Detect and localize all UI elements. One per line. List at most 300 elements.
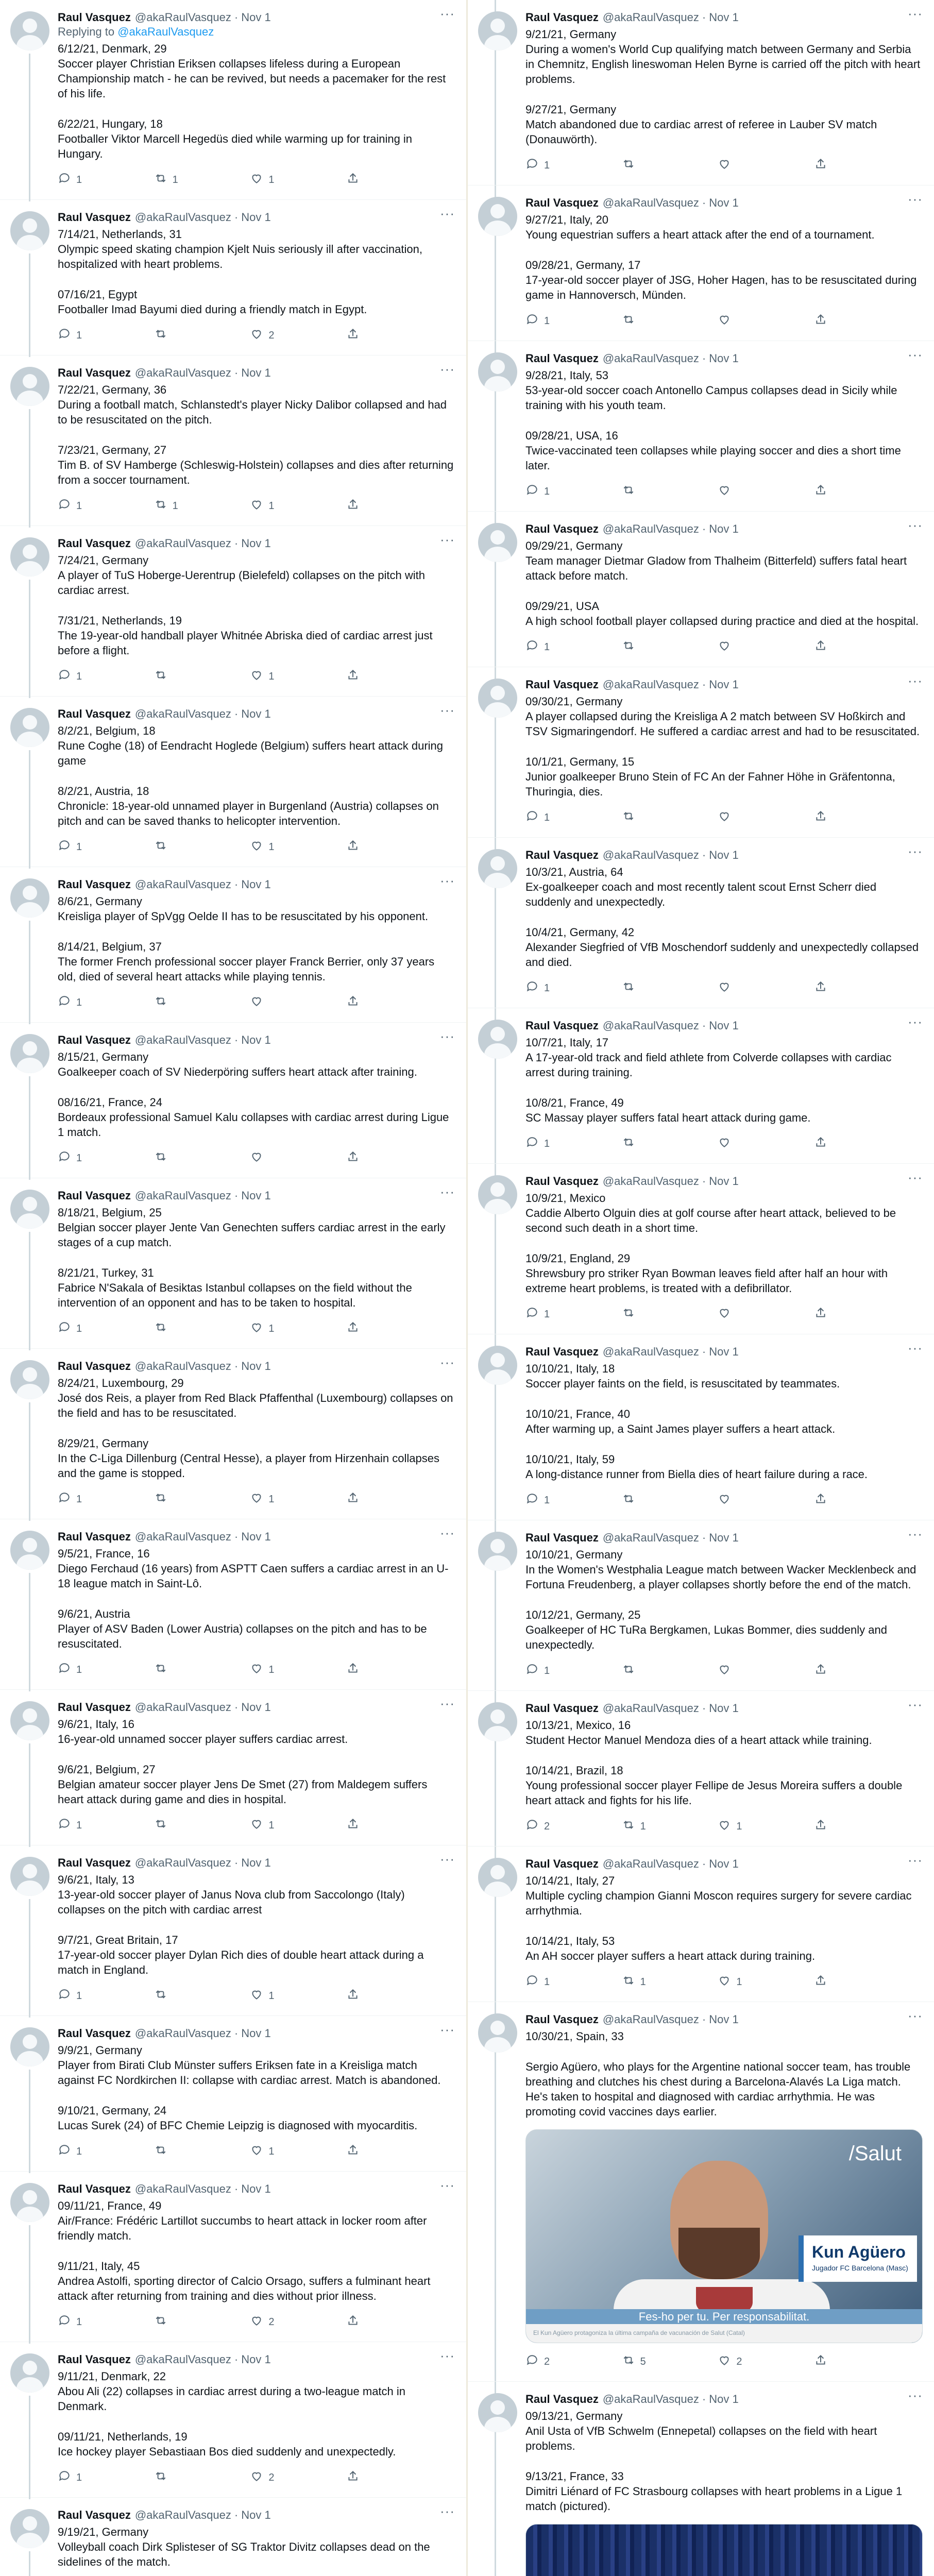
author-handle[interactable]: @akaRaulVasquez [602,1857,699,1870]
like-button[interactable] [718,1818,759,1835]
share-button[interactable] [814,1974,855,1990]
more-options-icon[interactable]: ··· [440,361,455,377]
like-button[interactable] [718,1136,759,1152]
more-options-icon[interactable]: ··· [440,1028,455,1044]
tweet-timestamp[interactable]: Nov 1 [709,11,739,24]
tweet-timestamp[interactable]: Nov 1 [709,849,739,861]
tweet[interactable] [0,867,466,1023]
reply-button[interactable] [58,839,99,855]
more-options-icon[interactable]: ··· [440,702,455,718]
tweet[interactable] [468,838,934,1008]
like-button[interactable] [250,1150,291,1166]
tweet[interactable] [468,2382,934,2576]
author-name[interactable]: Raul Vasquez [58,1701,131,1714]
reply-button[interactable] [58,2314,99,2330]
reply-button[interactable] [525,157,567,174]
avatar[interactable] [478,11,517,50]
tweet[interactable] [468,185,934,341]
reply-button[interactable] [58,668,99,685]
reply-button[interactable] [58,172,99,188]
tweet[interactable] [0,1845,466,2016]
retweet-button[interactable] [622,1136,663,1152]
reply-button[interactable] [58,2469,99,2486]
retweet-button[interactable] [622,1306,663,1323]
thread-line [29,1402,30,1521]
share-button[interactable] [346,2143,387,2160]
share-button[interactable] [346,1150,387,1166]
tweet[interactable] [468,512,934,667]
like-icon [250,1817,263,1834]
tweet-timestamp[interactable]: Nov 1 [709,352,739,365]
share-button[interactable] [814,157,855,174]
avatar[interactable] [10,878,49,918]
author-handle[interactable]: @akaRaulVasquez [134,537,231,550]
more-options-icon[interactable]: ··· [440,1184,455,1199]
avatar[interactable] [478,1858,517,1897]
more-options-icon[interactable]: ··· [440,2177,455,2193]
author-name[interactable]: Raul Vasquez [58,2182,131,2195]
share-button[interactable] [346,2314,387,2330]
author-name[interactable]: Raul Vasquez [58,1189,131,1202]
more-options-icon[interactable]: ··· [908,2008,923,2023]
more-options-icon[interactable]: ··· [440,206,455,221]
reply-button[interactable] [58,1150,99,1166]
avatar[interactable] [478,2013,517,2053]
tweet[interactable] [0,355,466,526]
like-button[interactable] [718,2353,759,2370]
tweet[interactable] [468,2002,934,2382]
author-handle[interactable]: @akaRaulVasquez [134,1530,231,1543]
avatar[interactable] [478,2393,517,2432]
tweet[interactable] [0,697,466,867]
more-options-icon[interactable]: ··· [440,1696,455,1711]
retweet-button[interactable] [154,2314,195,2330]
author-name[interactable]: Raul Vasquez [525,1345,599,1358]
author-name[interactable]: Raul Vasquez [525,522,599,535]
more-options-icon[interactable]: ··· [908,347,923,362]
share-button[interactable] [814,1818,855,1835]
reply-button[interactable] [525,1492,567,1509]
share-button[interactable] [346,1988,387,2004]
reply-button[interactable] [525,980,567,996]
more-options-icon[interactable]: ··· [440,532,455,547]
avatar[interactable] [478,1175,517,1214]
share-button[interactable] [346,839,387,855]
retweet-button[interactable] [154,1150,195,1166]
tweet-timestamp[interactable]: Nov 1 [241,11,271,24]
more-options-icon[interactable]: ··· [440,873,455,888]
author-handle[interactable]: @akaRaulVasquez [602,522,699,535]
tweet-image[interactable] [525,2129,923,2343]
author-handle[interactable]: @akaRaulVasquez [134,2509,231,2521]
author-handle[interactable]: @akaRaulVasquez [602,1345,699,1358]
retweet-button[interactable] [154,994,195,1011]
reply-button[interactable] [58,2143,99,2160]
author-handle[interactable]: @akaRaulVasquez [134,1033,231,1046]
retweet-button[interactable] [622,157,663,174]
tweet-timestamp[interactable]: Nov 1 [241,1530,271,1543]
like-button[interactable] [718,1492,759,1509]
author-handle[interactable]: @akaRaulVasquez [602,352,699,365]
tweet-timestamp[interactable]: Nov 1 [241,2182,271,2195]
tweet[interactable] [0,1690,466,1845]
retweet-button[interactable] [154,668,195,685]
tweet[interactable] [468,0,934,185]
author-handle[interactable]: @akaRaulVasquez [602,1531,699,1544]
tweet-timestamp[interactable]: Nov 1 [241,211,271,224]
more-options-icon[interactable]: ··· [440,1525,455,1540]
reply-button[interactable] [525,1974,567,1990]
tweet-timestamp[interactable]: Nov 1 [241,2509,271,2521]
reply-button[interactable] [58,1817,99,1834]
tweet[interactable] [0,2016,466,2172]
tweet[interactable] [0,1349,466,1519]
retweet-button[interactable] [622,980,663,996]
author-name[interactable]: Raul Vasquez [525,352,599,365]
retweet-button[interactable] [154,2143,195,2160]
tweet-timestamp[interactable]: Nov 1 [241,707,271,720]
like-button[interactable] [250,1662,291,1678]
author-name[interactable]: Raul Vasquez [58,2509,131,2521]
retweet-button[interactable] [154,498,195,514]
tweet-timestamp[interactable]: Nov 1 [709,1345,739,1358]
like-button[interactable] [718,1306,759,1323]
share-button[interactable] [346,668,387,685]
retweet-button[interactable] [622,313,663,329]
tweet[interactable] [468,1520,934,1691]
share-button[interactable] [814,980,855,996]
retweet-button[interactable] [622,2353,663,2370]
avatar[interactable] [10,1360,49,1399]
like-button[interactable] [718,483,759,500]
tweet-timestamp[interactable]: Nov 1 [241,1360,271,1372]
reply-button[interactable] [525,2353,567,2370]
share-button[interactable] [814,809,855,826]
author-name[interactable]: Raul Vasquez [58,11,131,24]
more-options-icon[interactable]: ··· [440,2348,455,2363]
more-options-icon[interactable]: ··· [440,2503,455,2519]
author-handle[interactable]: @akaRaulVasquez [602,1175,699,1188]
more-options-icon[interactable]: ··· [440,1354,455,1370]
avatar[interactable] [478,1532,517,1571]
avatar[interactable] [10,1531,49,1570]
like-button[interactable] [718,1663,759,1679]
more-options-icon[interactable]: ··· [908,1526,923,1541]
avatar[interactable] [478,197,517,236]
author-handle[interactable]: @akaRaulVasquez [134,1701,231,1714]
tweet-timestamp[interactable]: Nov 1 [241,366,271,379]
retweet-button[interactable] [622,1663,663,1679]
more-options-icon[interactable]: ··· [440,2022,455,2037]
author-name[interactable]: Raul Vasquez [525,678,599,691]
avatar[interactable] [10,211,49,250]
like-button[interactable] [250,1988,291,2004]
author-handle[interactable]: @akaRaulVasquez [602,11,699,24]
reply-button[interactable] [58,327,99,344]
tweet[interactable] [468,341,934,512]
retweet-button[interactable] [622,1974,663,1990]
share-button[interactable] [346,1662,387,1678]
author-handle[interactable]: @akaRaulVasquez [602,1019,699,1032]
reply-button[interactable] [58,1320,99,1337]
reply-button[interactable] [525,483,567,500]
reply-button[interactable] [58,1988,99,2004]
tweet-header [525,6,923,25]
author-name[interactable]: Raul Vasquez [58,2027,131,2040]
tweet-timestamp[interactable]: Nov 1 [241,2027,271,2040]
avatar[interactable] [478,679,517,718]
author-name[interactable]: Raul Vasquez [58,2353,131,2366]
retweet-button[interactable] [622,1492,663,1509]
more-options-icon[interactable]: ··· [908,1852,923,1868]
author-name[interactable]: Raul Vasquez [58,707,131,720]
reply-button[interactable] [525,1306,567,1323]
avatar[interactable] [478,1346,517,1385]
share-button[interactable] [346,994,387,1011]
more-options-icon[interactable]: ··· [908,673,923,688]
author-name[interactable]: Raul Vasquez [525,849,599,861]
avatar[interactable] [478,849,517,888]
tweet-timestamp[interactable]: Nov 1 [241,878,271,891]
tweet-timestamp[interactable]: Nov 1 [241,1856,271,1869]
more-options-icon[interactable]: ··· [908,1340,923,1355]
tweet[interactable] [468,1008,934,1164]
retweet-button[interactable] [154,2469,195,2486]
retweet-button[interactable] [622,639,663,655]
author-name[interactable]: Raul Vasquez [525,196,599,209]
author-name[interactable]: Raul Vasquez [58,537,131,550]
avatar[interactable] [10,2027,49,2066]
more-options-icon[interactable]: ··· [908,517,923,533]
share-button[interactable] [346,498,387,514]
avatar[interactable] [10,537,49,577]
like-button[interactable] [718,809,759,826]
like-button[interactable] [250,839,291,855]
author-name[interactable]: Raul Vasquez [58,1033,131,1046]
tweet[interactable] [0,1519,466,1690]
avatar[interactable] [478,523,517,562]
tweet[interactable] [468,1846,934,2002]
tweet[interactable] [0,2172,466,2342]
author-name[interactable]: Raul Vasquez [58,878,131,891]
avatar[interactable] [10,1701,49,1740]
avatar[interactable] [478,1702,517,1741]
tweet-timestamp[interactable]: Nov 1 [709,522,739,535]
tweet-timestamp[interactable]: Nov 1 [241,537,271,550]
avatar[interactable] [10,2353,49,2393]
share-button[interactable] [346,1817,387,1834]
author-handle[interactable]: @akaRaulVasquez [134,11,231,24]
tweet-timestamp[interactable]: Nov 1 [241,1033,271,1046]
retweet-button[interactable] [622,809,663,826]
more-options-icon[interactable]: ··· [440,6,455,21]
author-handle[interactable]: @akaRaulVasquez [602,849,699,861]
tweet-timestamp[interactable]: Nov 1 [709,2013,739,2026]
retweet-button[interactable] [622,1818,663,1835]
share-button[interactable] [814,1663,855,1679]
tweet-timestamp[interactable]: Nov 1 [709,1857,739,1870]
share-button[interactable] [346,172,387,188]
avatar[interactable] [478,352,517,392]
retweet-button[interactable] [154,1491,195,1507]
more-options-icon[interactable]: ··· [908,6,923,21]
like-button[interactable] [250,1320,291,1337]
avatar[interactable] [10,11,49,50]
reply-button[interactable] [58,498,99,514]
author-handle[interactable]: @akaRaulVasquez [602,678,699,691]
tweet-image[interactable] [525,2524,923,2576]
author-handle[interactable]: @akaRaulVasquez [134,2353,231,2366]
author-name[interactable]: Raul Vasquez [58,1856,131,1869]
share-button[interactable] [814,1492,855,1509]
like-button[interactable] [718,313,759,329]
reply-button[interactable] [525,639,567,655]
reply-button[interactable] [58,1662,99,1678]
tweet[interactable] [0,526,466,697]
share-button[interactable] [814,1136,855,1152]
like-button[interactable] [250,1817,291,1834]
tweet-timestamp[interactable]: Nov 1 [709,196,739,209]
tweet[interactable] [0,1178,466,1349]
avatar[interactable] [10,367,49,406]
retweet-button[interactable] [154,839,195,855]
author-handle[interactable]: @akaRaulVasquez [134,2182,231,2195]
more-options-icon[interactable]: ··· [440,1851,455,1867]
like-button[interactable] [250,498,291,514]
like-button[interactable] [718,639,759,655]
author-handle[interactable]: @akaRaulVasquez [134,1360,231,1372]
like-button[interactable] [718,980,759,996]
tweet[interactable] [0,200,466,355]
tweet-timestamp[interactable]: Nov 1 [709,1019,739,1032]
tweet[interactable] [468,1334,934,1520]
like-button[interactable] [250,172,291,188]
reply-button[interactable] [525,1818,567,1835]
like-button[interactable] [250,994,291,1011]
retweet-button[interactable] [154,172,195,188]
author-handle[interactable]: @akaRaulVasquez [134,1856,231,1869]
author-handle[interactable]: @akaRaulVasquez [602,196,699,209]
retweet-button[interactable] [154,1988,195,2004]
author-name[interactable]: Raul Vasquez [525,1019,599,1032]
avatar[interactable] [478,1020,517,1059]
author-name[interactable]: Raul Vasquez [525,1531,599,1544]
author-handle[interactable]: @akaRaulVasquez [602,2013,699,2026]
more-options-icon[interactable]: ··· [908,1170,923,1185]
share-button[interactable] [814,1306,855,1323]
like-button[interactable] [250,2469,291,2486]
tweet-timestamp[interactable]: Nov 1 [709,1702,739,1715]
like-button[interactable] [250,2314,291,2330]
reply-button[interactable] [525,1136,567,1152]
author-name[interactable]: Raul Vasquez [58,1360,131,1372]
retweet-button[interactable] [154,1817,195,1834]
share-button[interactable] [814,639,855,655]
replying-to-label: Replying to [58,25,115,38]
more-options-icon[interactable]: ··· [908,1697,923,1712]
like-button[interactable] [718,157,759,174]
tweet-timestamp[interactable]: Nov 1 [709,1531,739,1544]
author-handle[interactable]: @akaRaulVasquez [602,1702,699,1715]
avatar[interactable] [10,2509,49,2548]
reply-button[interactable] [58,1491,99,1507]
avatar[interactable] [10,708,49,747]
share-button[interactable] [346,1320,387,1337]
author-name[interactable]: Raul Vasquez [525,1702,599,1715]
share-button[interactable] [346,2469,387,2486]
share-button[interactable] [346,1491,387,1507]
tweet[interactable] [468,1691,934,1846]
author-handle[interactable]: @akaRaulVasquez [134,2027,231,2040]
tweet[interactable] [468,1164,934,1334]
author-name[interactable]: Raul Vasquez [525,11,599,24]
author-handle[interactable]: @akaRaulVasquez [134,878,231,891]
tweet-timestamp[interactable]: Nov 1 [241,1701,271,1714]
reply-button[interactable] [58,994,99,1011]
avatar[interactable] [10,1190,49,1229]
more-options-icon[interactable]: ··· [908,1014,923,1029]
like-button[interactable] [250,2143,291,2160]
like-button[interactable] [250,327,291,344]
share-button[interactable] [346,327,387,344]
like-button[interactable] [250,1491,291,1507]
mention-link[interactable]: @akaRaulVasquez [117,25,214,38]
tweet-timestamp[interactable]: Nov 1 [709,1175,739,1188]
tweet-timestamp[interactable]: Nov 1 [241,2353,271,2366]
retweet-button[interactable] [154,1662,195,1678]
tweet[interactable] [0,2342,466,2498]
more-options-icon[interactable]: ··· [908,843,923,859]
reply-button[interactable] [525,809,567,826]
tweet[interactable] [0,2498,466,2576]
author-name[interactable]: Raul Vasquez [58,211,131,224]
share-button[interactable] [814,2353,855,2370]
retweet-button[interactable] [154,327,195,344]
author-handle[interactable]: @akaRaulVasquez [134,366,231,379]
tweet-timestamp[interactable]: Nov 1 [709,678,739,691]
author-name[interactable]: Raul Vasquez [525,2013,599,2026]
author-handle[interactable]: @akaRaulVasquez [134,1189,231,1202]
avatar[interactable] [10,1857,49,1896]
tweet-timestamp[interactable]: Nov 1 [709,2393,739,2405]
like-button[interactable] [718,1974,759,1990]
reply-button[interactable] [525,313,567,329]
share-button[interactable] [814,483,855,500]
retweet-button[interactable] [622,483,663,500]
author-handle[interactable]: @akaRaulVasquez [134,211,231,224]
retweet-button[interactable] [154,1320,195,1337]
more-options-icon[interactable]: ··· [908,191,923,207]
author-handle[interactable]: @akaRaulVasquez [602,2393,699,2405]
tweet[interactable] [0,1023,466,1178]
author-name[interactable]: Raul Vasquez [525,1857,599,1870]
reply-button[interactable] [525,1663,567,1679]
like-button[interactable] [250,668,291,685]
tweet-timestamp[interactable]: Nov 1 [241,1189,271,1202]
tweet[interactable] [468,667,934,838]
author-name[interactable]: Raul Vasquez [58,366,131,379]
image-hashtag-text: /Salut [848,2142,902,2165]
avatar[interactable] [10,2183,49,2222]
author-handle[interactable]: @akaRaulVasquez [134,707,231,720]
author-name[interactable]: Raul Vasquez [525,1175,599,1188]
share-button[interactable] [814,313,855,329]
more-options-icon[interactable]: ··· [908,2387,923,2403]
tweet[interactable] [0,0,466,200]
avatar[interactable] [10,1034,49,1073]
author-name[interactable]: Raul Vasquez [525,2393,599,2405]
author-name[interactable]: Raul Vasquez [58,1530,131,1543]
